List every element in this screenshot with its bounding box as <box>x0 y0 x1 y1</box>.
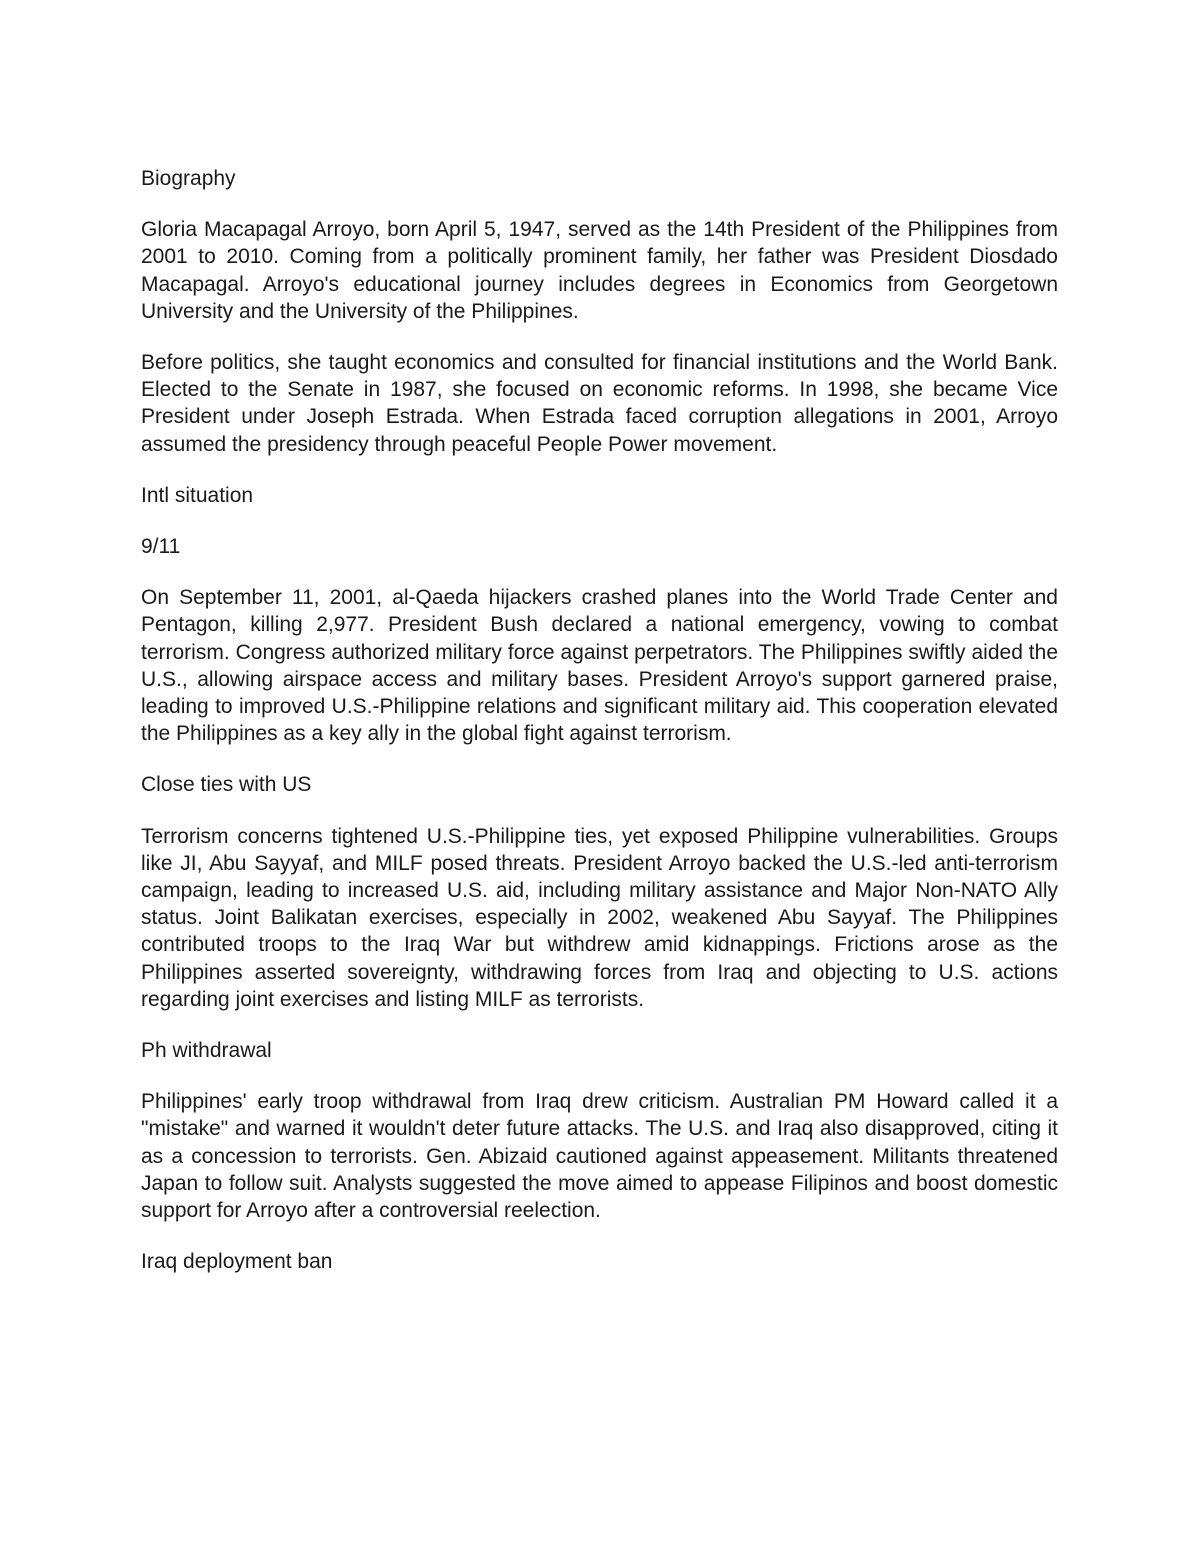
heading-biography: Biography <box>141 167 236 190</box>
paragraph-close-ties: Terrorism concerns tightened U.S.-Philippine ties, yet exposed Philippine vulnerabilities. Groups like JI, Abu Sayyaf, and MILF posed threats. President Arroyo backed the U.S.-led anti-terrorism campaign, leading to increased U.S. aid, including military assistance and Major Non-NATO Ally status. Joint Balikatan exercises, especially in 2002, weakened Abu Sayyaf. The Philippines contributed troops to the Iraq War but withdrew amid kidnappings. Frictions arose as the Philippines asserted sovereignty, withdrawing forces from Iraq and objecting to U.S. actions regarding joint exercises and listing MILF as terrorists. <box>141 824 1058 1011</box>
heading-close-ties: Close ties with US <box>141 773 312 797</box>
heading-iraq-deployment-ban: Iraq deployment ban <box>141 1250 333 1274</box>
document-body <box>141 165 1058 1276</box>
heading-ph-withdrawal: Ph withdrawal <box>141 1039 272 1063</box>
heading-intl-situation: Intl situation <box>141 483 254 507</box>
paragraph-biography-1: Gloria Macapagal Arroyo, born April 5, 1947, served as the 14th President of the Philippines from 2001 to 2010. Coming from a politically prominent family, her father was President Diosdado Macapagal. Arroyo's educational journey includes degrees in Economics from Georgetown University and the University of the Philippines. <box>141 218 1058 323</box>
paragraph-9-11: On September 11, 2001, al-Qaeda hijackers crashed planes into the World Trade Center and Pentagon, killing 2,977. President Bush declared a national emergency, vowing to combat terrorism. Congress authorized military force against perpetrators. The Philippines swiftly aided the U.S., allowing airspace access and military bases. President Arroyo's support garnered praise, leading to improved U.S.-Philippine relations and significant military aid. This cooperation elevated the Philippines as a key ally in the global fight against terrorism. <box>141 586 1058 746</box>
paragraph-ph-withdrawal: Philippines' early troop withdrawal from Iraq drew criticism. Australian PM Howard called it a "mistake" and warned it wouldn't deter future attacks. The U.S. and Iraq also disapproved, citing it as a concession to terrorists. Gen. Abizaid cautioned against appeasement. Militants threatened Japan to follow suit. Analysts suggested the move aimed to appease Filipinos and boost domestic support for Arroyo after a controversial reelection. <box>141 1090 1058 1223</box>
paragraph-biography-2: Before politics, she taught economics and consulted for financial institutions and the World Bank. Elected to the Senate in 1987, she focused on economic reforms. In 1998, she became Vice President under Joseph Estrada. When Estrada faced corruption allegations in 2001, Arroyo assumed the presidency through peaceful People Power movement. <box>141 351 1058 456</box>
heading-9-11: 9/11 <box>141 535 181 559</box>
